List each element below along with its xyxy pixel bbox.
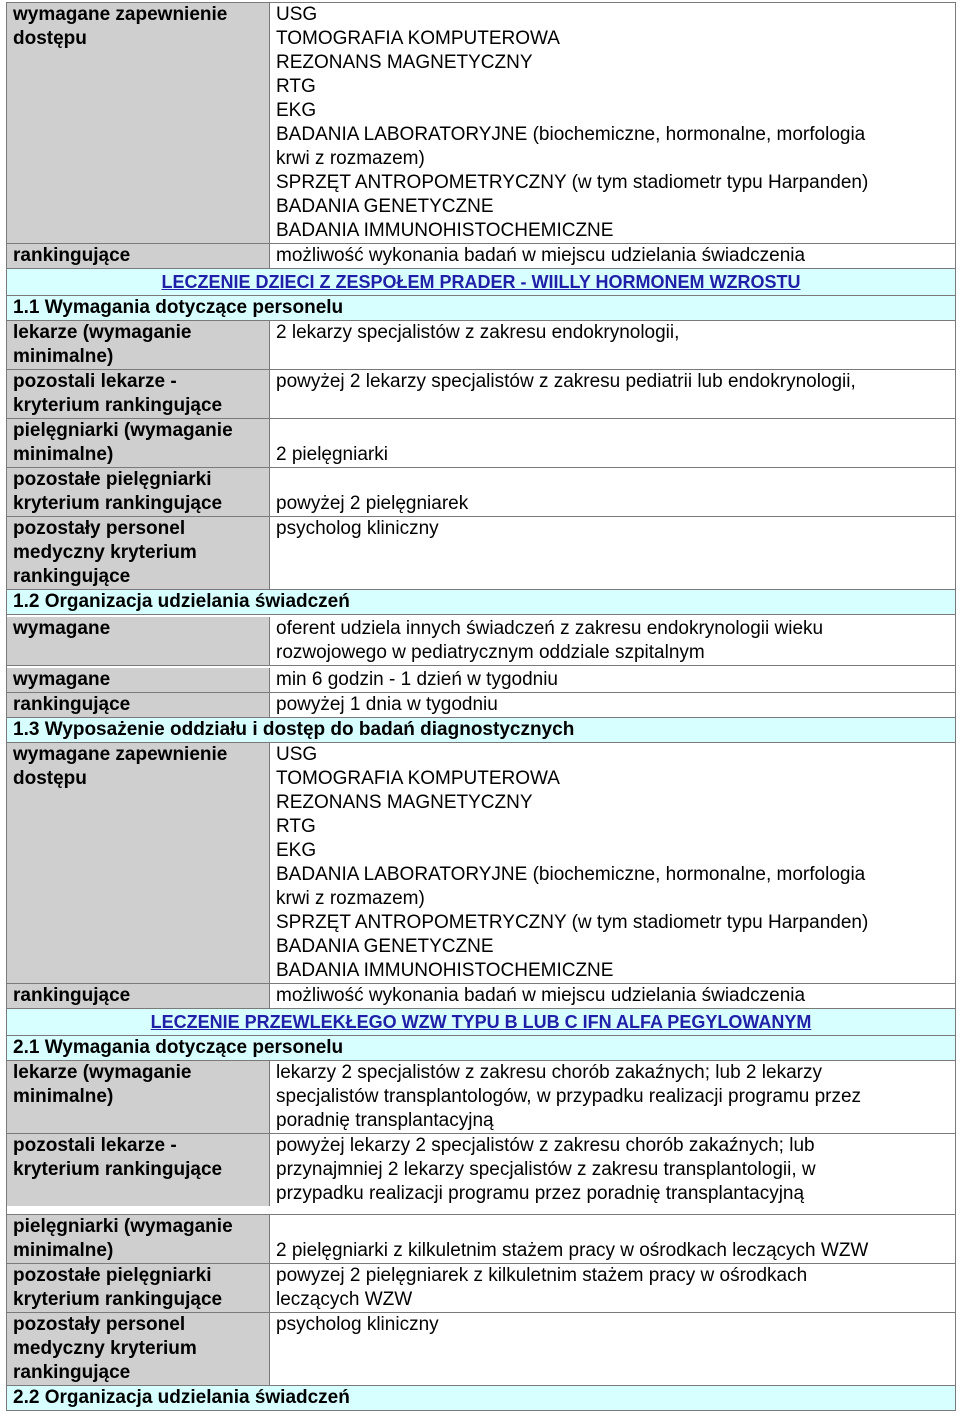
row-label: pozostali lekarze - kryterium rankingujące [7,1134,270,1206]
table-row [6,321,956,370]
row-label: lekarze (wymaganie minimalne) [7,321,270,369]
row-value: 2 pielęgniarki z kilkuletnim stażem pracy w ośrodkach leczących WZW [276,1240,869,1261]
row-value: min 6 godzin - 1 dzień w tygodniu [276,669,558,690]
row-label: pozostałe pielęgniarki kryterium rankingujące [7,468,270,516]
requirements-table [6,2,956,1411]
row-label: pielęgniarki (wymaganie minimalne) [7,419,270,467]
row-label: rankingujące [7,984,270,1008]
row-value: oferent udziela innych świadczeń z zakresu endokrynologii wieku rozwojowego w pediatrycznym oddziale szpitalnym [276,618,824,663]
row-label: wymagane [7,668,270,692]
table-row [6,1264,956,1313]
table-row [6,468,956,517]
row-label: pozostały personel medyczny kryterium rankingujące [7,1313,270,1385]
subsection-heading: 1.3 Wyposażenie oddziału i dostęp do badań diagnostycznych [6,718,956,743]
row-label: pozostali lekarze - kryterium rankingujące [7,370,270,418]
table-row [6,743,956,984]
row-value: powyzej 2 pielęgniarek z kilkuletnim stażem pracy w ośrodkach leczących WZW [276,1265,808,1310]
subsection-heading: 1.1 Wymagania dotyczące personelu [6,296,956,321]
subsection-heading: 2.2 Organizacja udzielania świadczeń [6,1386,956,1411]
table-row [6,244,956,269]
row-value: powyżej 1 dnia w tygodniu [276,694,498,715]
section-title: LECZENIE PRZEWLEKŁEGO WZW TYPU B LUB C IFN ALFA PEGYLOWANYM [6,1009,956,1036]
table-row [6,1061,956,1134]
row-value: 2 lekarzy specjalistów z zakresu endokrynologii, [276,322,680,343]
row-value: lekarzy 2 specjalistów z zakresu chorób zakaźnych; lub 2 lekarzy specjalistów transplantologów, w przypadku realizacji programu przez poradnię transplantacyjną [276,1062,862,1131]
table-row [6,517,956,590]
row-value: możliwość wykonania badań w miejscu udzielania świadczenia [276,985,806,1006]
table-row [6,370,956,419]
row-label: pozostały personel medyczny kryterium rankingujące [7,517,270,589]
row-value: powyżej 2 pielęgniarek [276,493,469,514]
row-value: możliwość wykonania badań w miejscu udzielania świadczenia [276,245,806,266]
row-label: rankingujące [7,693,270,717]
row-value: psycholog kliniczny [276,518,439,539]
row-label: lekarze (wymaganie minimalne) [7,1061,270,1133]
row-label: rankingujące [7,244,270,268]
subsection-heading: 2.1 Wymagania dotyczące personelu [6,1036,956,1061]
row-label: wymagane zapewnienie dostępu [7,3,270,243]
row-label: pielęgniarki (wymaganie minimalne) [7,1215,270,1263]
table-row [6,1215,956,1264]
row-value: powyżej 2 lekarzy specjalistów z zakresu pediatrii lub endokrynologii, [276,371,856,392]
row-value: USG TOMOGRAFIA KOMPUTEROWA REZONANS MAGNETYCZNY RTG EKG BADANIA LABORATORYJNE (biochemiczne, hormonalne, morfologia krwi z rozmazem) SPRZĘT ANTROPOMETRYCZNY (w tym stadiometr typu Harpanden) BADANIA GENETYCZNE BADANIA IMMUNOHISTOCHEMICZNE [276,4,869,241]
table-row [6,615,956,666]
row-label: wymagane zapewnienie dostępu [7,743,270,983]
table-row [6,666,956,693]
table-row [6,1134,956,1215]
table-row [6,1313,956,1386]
subsection-heading: 1.2 Organizacja udzielania świadczeń [6,590,956,615]
row-value: 2 pielęgniarki [276,444,388,465]
table-row [6,419,956,468]
section-title: LECZENIE DZIECI Z ZESPOŁEM PRADER - WIILLY HORMONEM WZROSTU [6,269,956,296]
row-value: powyżej lekarzy 2 specjalistów z zakresu chorób zakaźnych; lub przynajmniej 2 lekarzy specjalistów z zakresu transplantologii, w przypadku realizacji programu przez poradnię transplantacyjną [276,1135,816,1204]
row-value: USG TOMOGRAFIA KOMPUTEROWA REZONANS MAGNETYCZNY RTG EKG BADANIA LABORATORYJNE (biochemiczne, hormonalne, morfologia krwi z rozmazem) SPRZĘT ANTROPOMETRYCZNY (w tym stadiometr typu Harpanden) BADANIA GENETYCZNE BADANIA IMMUNOHISTOCHEMICZNE [276,744,869,981]
row-value: psycholog kliniczny [276,1314,439,1335]
table-row [6,2,956,244]
row-label: pozostałe pielęgniarki kryterium rankingujące [7,1264,270,1312]
table-row [6,984,956,1009]
table-row [6,693,956,718]
row-label: wymagane [7,617,270,665]
